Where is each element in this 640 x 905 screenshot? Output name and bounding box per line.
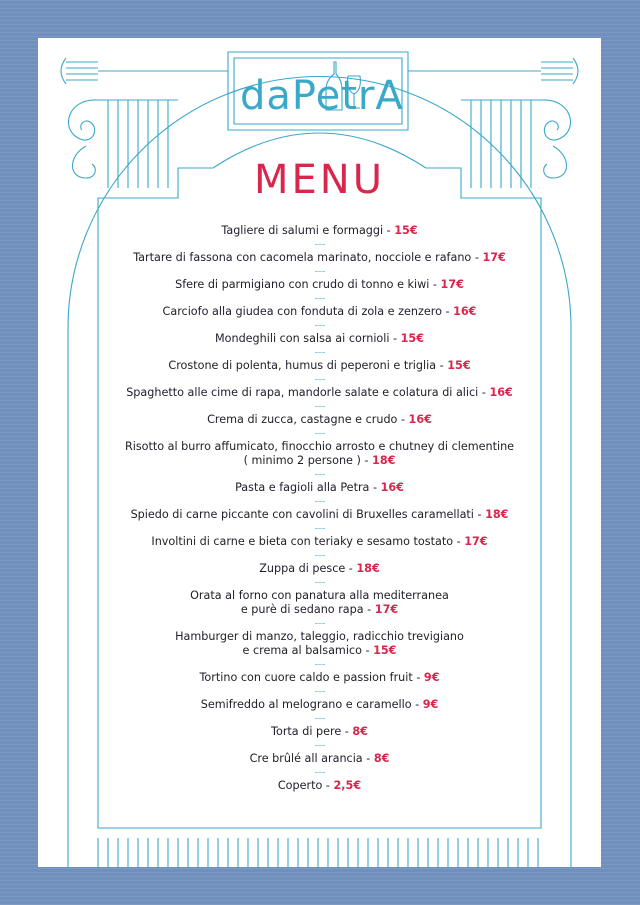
menu-item xyxy=(98,409,541,431)
menu-item-name: Tagliere di salumi e formaggi xyxy=(221,224,384,237)
price-separator: - xyxy=(345,562,357,575)
menu-item-line xyxy=(98,224,541,238)
menu-item-price: 9€ xyxy=(422,698,439,711)
menu-item xyxy=(98,436,541,472)
price-separator: - xyxy=(453,535,465,548)
menu-item-price: 2,5€ xyxy=(333,779,362,792)
menu-item xyxy=(98,585,541,621)
menu-item-price: 17€ xyxy=(482,251,506,264)
price-separator: - xyxy=(322,779,334,792)
menu-item-name: Spaghetto alle cime di rapa, mandorle salate e colatura di alici xyxy=(126,386,479,399)
menu-item-name: Mondeghili con salsa ai cornioli xyxy=(214,332,390,345)
menu-item-price: 18€ xyxy=(485,508,509,521)
menu-item-price: 9€ xyxy=(423,671,440,684)
price-separator: - xyxy=(471,251,483,264)
price-separator: - xyxy=(397,413,409,426)
menu-item-name: Orata al forno con panatura alla mediterranea xyxy=(190,589,449,602)
menu-item-line xyxy=(98,508,541,522)
menu-item-name: Torta di pere xyxy=(271,725,342,738)
menu-item xyxy=(98,558,541,580)
menu-item-line xyxy=(98,481,541,495)
menu-item-name: e purè di sedano rapa xyxy=(240,603,364,616)
menu-item-line xyxy=(98,752,541,766)
menu-item-line xyxy=(98,305,541,319)
menu-item-name: Spiedo di carne piccante con cavolini di Bruxelles caramellati xyxy=(130,508,474,521)
menu-item-price: 15€ xyxy=(394,224,418,237)
price-separator: - xyxy=(362,752,374,765)
menu-item xyxy=(98,355,541,377)
menu-item-line xyxy=(98,589,541,603)
menu-item-price: 17€ xyxy=(464,535,488,548)
menu-item xyxy=(98,220,541,242)
price-separator: - xyxy=(412,671,424,684)
menu-item-line xyxy=(98,779,541,793)
restaurant-logo xyxy=(228,52,408,132)
price-separator: - xyxy=(478,386,490,399)
menu-item-price: 18€ xyxy=(356,562,380,575)
price-separator: - xyxy=(429,278,441,291)
menu-item-name: Cre brûlé all arancia xyxy=(249,752,363,765)
menu-item-price: 15€ xyxy=(447,359,471,372)
menu-item-line xyxy=(98,251,541,265)
menu-item-price: 8€ xyxy=(352,725,368,738)
menu-items-list xyxy=(98,220,541,797)
menu-item-price: 16€ xyxy=(453,305,477,318)
menu-item-line xyxy=(98,725,541,739)
menu-item-line xyxy=(98,630,541,644)
menu-item-name: ( minimo 2 persone ) xyxy=(243,454,361,467)
menu-item-price: 15€ xyxy=(400,332,424,345)
menu-item xyxy=(98,667,541,689)
menu-item-name: Tortino con cuore caldo e passion fruit xyxy=(199,671,413,684)
menu-item-line xyxy=(98,332,541,346)
price-separator: - xyxy=(411,698,423,711)
menu-item-price: 17€ xyxy=(440,278,464,291)
menu-item-name: Risotto al burro affumicato, finocchio arrosto e chutney di clementine xyxy=(124,440,515,453)
menu-item-price: 18€ xyxy=(372,454,396,467)
fork-icon xyxy=(408,58,578,84)
price-separator: - xyxy=(436,359,448,372)
menu-item-price: 15€ xyxy=(373,644,397,657)
menu-item-line xyxy=(98,698,541,712)
menu-item xyxy=(98,382,541,404)
logo-text: daPetrA xyxy=(240,73,404,119)
menu-item-line xyxy=(98,386,541,400)
menu-item xyxy=(98,328,541,350)
menu-sheet xyxy=(38,38,601,867)
fork-icon xyxy=(61,58,228,84)
menu-item-line xyxy=(98,359,541,373)
price-separator: - xyxy=(360,454,373,467)
scroll-ornament-icon xyxy=(541,100,571,140)
menu-item-line xyxy=(98,535,541,549)
menu-item-line xyxy=(98,644,541,658)
menu-item xyxy=(98,274,541,296)
menu-item xyxy=(98,247,541,269)
menu-item xyxy=(98,775,541,797)
menu-item-price: 8€ xyxy=(373,752,390,765)
menu-item-name: Zuppa di pesce xyxy=(259,562,346,575)
scroll-ornament-icon xyxy=(68,100,98,140)
menu-item-name: Carciofo alla giudea con fonduta di zola e zenzero xyxy=(162,305,442,318)
price-separator: - xyxy=(473,508,486,521)
menu-item-line xyxy=(98,413,541,427)
price-separator: - xyxy=(441,305,454,318)
menu-item-price: 17€ xyxy=(374,603,399,616)
menu-item-line xyxy=(98,671,541,685)
menu-item xyxy=(98,477,541,499)
menu-item-name: Coperto xyxy=(277,779,323,792)
menu-item-name: Sfere di parmigiano con crudo di tonno e kiwi xyxy=(175,278,430,291)
menu-item-line xyxy=(98,562,541,576)
menu-item-line xyxy=(98,440,541,454)
menu-item xyxy=(98,626,541,662)
menu-item-name: e crema al balsamico xyxy=(242,644,362,657)
price-separator: - xyxy=(383,224,395,237)
menu-item-name: Hamburger di manzo, taleggio, radicchio trevigiano xyxy=(175,630,464,643)
price-separator: - xyxy=(363,603,375,616)
menu-item-line xyxy=(98,278,541,292)
menu-item-name: Semifreddo al melograno e caramello xyxy=(200,698,412,711)
page-title: MENU xyxy=(254,157,385,203)
menu-item xyxy=(98,694,541,716)
menu-item-name: Crostone di polenta, humus di peperoni e triglia xyxy=(168,359,437,372)
menu-item-name: Involtini di carne e bieta con teriaky e sesamo tostato xyxy=(151,535,454,548)
menu-item-price: 16€ xyxy=(408,413,432,426)
menu-item-name: Pasta e fagioli alla Petra xyxy=(235,481,370,494)
price-separator: - xyxy=(361,644,374,657)
menu-item-price: 16€ xyxy=(489,386,513,399)
menu-item xyxy=(98,531,541,553)
menu-item-line xyxy=(98,454,541,468)
price-separator: - xyxy=(389,332,401,345)
menu-item xyxy=(98,748,541,770)
menu-item xyxy=(98,721,541,743)
menu-item xyxy=(98,301,541,323)
menu-item-line xyxy=(98,603,541,617)
menu-item xyxy=(98,504,541,526)
menu-item-name: Crema di zucca, castagne e crudo xyxy=(207,413,398,426)
menu-item-price: 16€ xyxy=(380,481,404,494)
price-separator: - xyxy=(369,481,381,494)
price-separator: - xyxy=(341,725,353,738)
menu-item-name: Tartare di fassona con cacomela marinato, nocciole e rafano xyxy=(133,251,472,264)
